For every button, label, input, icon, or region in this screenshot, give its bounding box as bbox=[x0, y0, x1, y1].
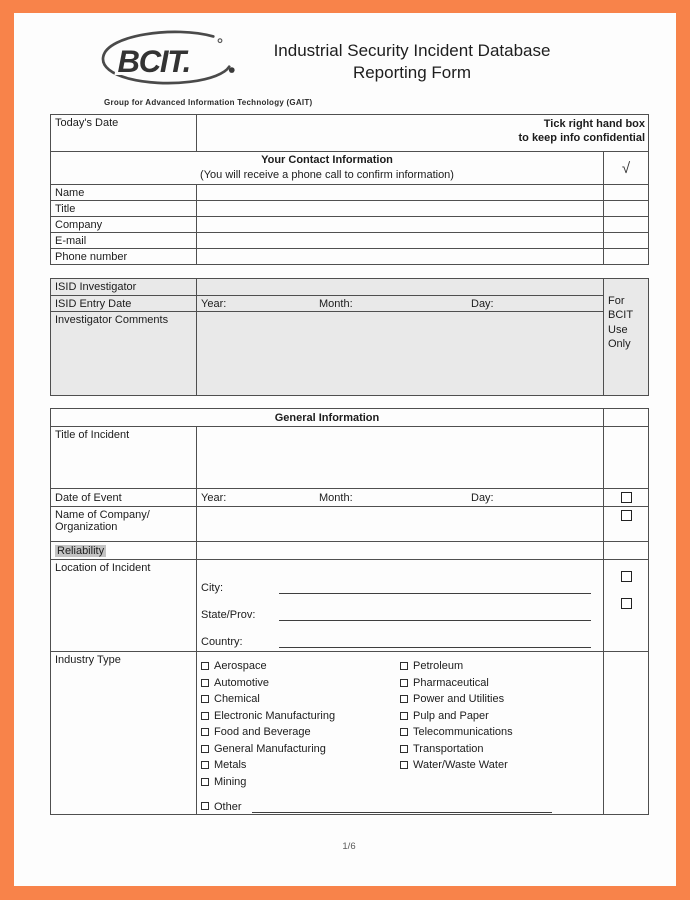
industry-option[interactable] bbox=[201, 724, 400, 741]
checkbox-icon[interactable] bbox=[201, 802, 209, 810]
tick-column-header: √ bbox=[604, 152, 649, 185]
todays-date-field[interactable] bbox=[197, 115, 649, 152]
bcit-logo-text: BCIT. bbox=[117, 43, 191, 79]
date-confidential-checkbox[interactable] bbox=[621, 492, 632, 503]
industry-option[interactable] bbox=[201, 708, 400, 725]
reliability-label: Reliability bbox=[57, 544, 105, 557]
isid-investigator-row bbox=[51, 279, 649, 296]
contact-subheader: (You will receive a phone call to confirm information) bbox=[200, 169, 454, 181]
checkbox-icon bbox=[201, 745, 209, 753]
day-label: Day: bbox=[471, 297, 494, 310]
form-title-line1: Industrial Security Incident Database bbox=[273, 41, 551, 60]
industry-option-label: Aerospace bbox=[214, 660, 267, 673]
use-only-word: Only bbox=[608, 337, 631, 350]
checkbox-icon bbox=[400, 712, 408, 720]
industry-option-label: Pulp and Paper bbox=[413, 709, 489, 722]
company-tick-cell bbox=[604, 507, 649, 542]
industry-option-label: Water/Waste Water bbox=[413, 759, 508, 772]
location-tick-cell bbox=[604, 560, 649, 652]
city-label: City: bbox=[201, 582, 223, 594]
reliability-tick-cell bbox=[604, 542, 649, 560]
checkbox-icon bbox=[201, 778, 209, 786]
industry-option-label: Telecommunications bbox=[413, 726, 513, 739]
email-confidential-tick-cell[interactable] bbox=[604, 233, 649, 249]
industry-option[interactable] bbox=[400, 724, 599, 741]
email-field[interactable] bbox=[197, 233, 604, 249]
company-label-line1: Name of Company/ bbox=[55, 509, 150, 521]
industry-option-label: Petroleum bbox=[413, 660, 464, 673]
year-label: Year: bbox=[201, 491, 227, 504]
company-confidential-tick-cell[interactable] bbox=[604, 217, 649, 233]
company-field[interactable] bbox=[197, 217, 604, 233]
company-label: Company bbox=[51, 217, 197, 233]
title-of-incident-row bbox=[51, 427, 649, 489]
contact-header: Your Contact Information bbox=[261, 154, 393, 167]
location-of-incident-row bbox=[51, 560, 649, 652]
industry-option-label: Metals bbox=[214, 759, 247, 772]
industry-option[interactable] bbox=[201, 691, 400, 708]
logo-subtitle: Group for Advanced Information Technology (GAIT) bbox=[104, 98, 313, 107]
checkbox-icon bbox=[201, 679, 209, 687]
page-header bbox=[14, 13, 676, 114]
contact-row-title bbox=[51, 201, 649, 217]
contact-row-phone bbox=[51, 249, 649, 265]
industry-type-options bbox=[197, 652, 604, 815]
checkbox-icon bbox=[201, 695, 209, 703]
industry-tick-cell bbox=[604, 652, 649, 815]
industry-option-label: Automotive bbox=[214, 676, 270, 689]
industry-option[interactable] bbox=[400, 708, 599, 725]
industry-list-left bbox=[201, 658, 400, 790]
checkbox-icon bbox=[400, 761, 408, 769]
date-of-event-row bbox=[51, 489, 649, 507]
for-bcit-use-only-note bbox=[604, 279, 649, 396]
email-label: E-mail bbox=[51, 233, 197, 249]
industry-option[interactable] bbox=[201, 757, 400, 774]
country-row bbox=[201, 621, 599, 648]
industry-option[interactable] bbox=[201, 741, 400, 758]
company-organization-label bbox=[51, 507, 197, 542]
checkbox-icon bbox=[400, 695, 408, 703]
industry-option[interactable] bbox=[201, 658, 400, 675]
reliability-field[interactable] bbox=[197, 542, 604, 560]
reliability-label-cell bbox=[51, 542, 197, 560]
general-information-table bbox=[50, 408, 649, 815]
state-prov-input-line[interactable] bbox=[279, 607, 591, 621]
country-input-line[interactable] bbox=[279, 634, 591, 648]
industry-option-label: Food and Beverage bbox=[214, 726, 311, 739]
company-organization-row bbox=[51, 507, 649, 542]
checkbox-icon bbox=[400, 679, 408, 687]
other-label: Other bbox=[214, 801, 242, 813]
page-number: 1/6 bbox=[342, 841, 356, 852]
reliability-row bbox=[51, 542, 649, 560]
industry-option-label: Pharmaceutical bbox=[413, 676, 489, 689]
industry-list-right bbox=[400, 658, 599, 790]
todays-date-label: Today's Date bbox=[51, 115, 197, 152]
industry-option[interactable] bbox=[400, 658, 599, 675]
form-title bbox=[212, 40, 612, 85]
general-header-tick-cell bbox=[604, 409, 649, 427]
month-label: Month: bbox=[319, 491, 353, 504]
checkbox-icon bbox=[201, 761, 209, 769]
general-information-header-row bbox=[51, 409, 649, 427]
isid-entry-date-label: ISID Entry Date bbox=[51, 296, 197, 312]
investigator-comments-row bbox=[51, 312, 649, 396]
industry-option[interactable] bbox=[400, 691, 599, 708]
checkbox-icon bbox=[201, 662, 209, 670]
company-organization-field[interactable] bbox=[197, 507, 604, 542]
isid-investigator-field[interactable] bbox=[197, 279, 604, 296]
state-confidential-checkbox[interactable] bbox=[621, 598, 632, 609]
name-label: Name bbox=[51, 185, 197, 201]
isid-entry-date-field[interactable] bbox=[197, 296, 604, 312]
city-row bbox=[201, 567, 599, 594]
contact-header-cell bbox=[51, 152, 604, 185]
company-label-line2: Organization bbox=[55, 521, 118, 533]
checkbox-icon bbox=[201, 712, 209, 720]
country-label: Country: bbox=[201, 636, 243, 648]
title-confidential-tick-cell[interactable] bbox=[604, 201, 649, 217]
company-confidential-checkbox[interactable] bbox=[621, 510, 632, 521]
industry-other-row bbox=[201, 799, 599, 813]
checkbox-icon bbox=[201, 728, 209, 736]
contact-row-email bbox=[51, 233, 649, 249]
phone-confidential-tick-cell[interactable] bbox=[604, 249, 649, 265]
location-of-incident-label: Location of Incident bbox=[51, 560, 197, 652]
date-of-event-label: Date of Event bbox=[51, 489, 197, 507]
title-of-incident-label: Title of Incident bbox=[51, 427, 197, 489]
industry-option-label: General Manufacturing bbox=[214, 742, 326, 755]
industry-option-label: Transportation bbox=[413, 742, 484, 755]
phone-label: Phone number bbox=[51, 249, 197, 265]
industry-option-label: Mining bbox=[214, 775, 247, 788]
title-of-incident-field[interactable] bbox=[197, 427, 604, 489]
isid-entry-date-row bbox=[51, 296, 649, 312]
todays-date-row bbox=[51, 115, 649, 152]
industry-option-label: Chemical bbox=[214, 693, 260, 706]
industry-type-label: Industry Type bbox=[51, 652, 197, 815]
bcit-use-only-table bbox=[50, 278, 649, 396]
industry-option[interactable] bbox=[400, 675, 599, 692]
investigator-comments-field[interactable] bbox=[197, 312, 604, 396]
contact-header-row bbox=[51, 152, 649, 185]
phone-field[interactable] bbox=[197, 249, 604, 265]
city-confidential-checkbox[interactable] bbox=[621, 571, 632, 582]
industry-type-row bbox=[51, 652, 649, 815]
investigator-comments-label: Investigator Comments bbox=[51, 312, 197, 396]
form-page bbox=[14, 13, 676, 886]
date-of-event-field[interactable] bbox=[197, 489, 604, 507]
confidential-note-line2: to keep info confidential bbox=[518, 132, 646, 145]
industry-option-label: Power and Utilities bbox=[413, 693, 505, 706]
other-input-line[interactable] bbox=[252, 799, 552, 813]
name-field[interactable] bbox=[197, 185, 604, 201]
name-confidential-tick-cell[interactable] bbox=[604, 185, 649, 201]
city-input-line[interactable] bbox=[279, 580, 591, 594]
form-title-line2: Reporting Form bbox=[352, 63, 472, 83]
industry-option[interactable] bbox=[400, 757, 599, 774]
checkbox-icon bbox=[400, 745, 408, 753]
use-only-word: BCIT bbox=[608, 309, 634, 322]
contact-info-table bbox=[50, 114, 649, 265]
industry-option[interactable] bbox=[201, 774, 400, 791]
isid-investigator-label: ISID Investigator bbox=[51, 279, 197, 296]
contact-row-name bbox=[51, 185, 649, 201]
title-of-incident-tick-cell[interactable] bbox=[604, 427, 649, 489]
date-of-event-tick-cell bbox=[604, 489, 649, 507]
use-only-word: Use bbox=[608, 323, 628, 336]
confidential-note-line1: Tick right hand box bbox=[543, 118, 646, 130]
title-label: Title bbox=[51, 201, 197, 217]
location-fields bbox=[197, 560, 604, 652]
title-field[interactable] bbox=[197, 201, 604, 217]
industry-option-label: Electronic Manufacturing bbox=[214, 709, 336, 722]
contact-row-company bbox=[51, 217, 649, 233]
form-body bbox=[50, 114, 650, 852]
industry-option[interactable] bbox=[201, 675, 400, 692]
state-prov-label: State/Prov: bbox=[201, 609, 256, 621]
checkbox-icon bbox=[400, 728, 408, 736]
day-label: Day: bbox=[471, 491, 494, 504]
year-label: Year: bbox=[201, 297, 227, 310]
checkbox-icon bbox=[400, 662, 408, 670]
month-label: Month: bbox=[319, 297, 353, 310]
industry-option[interactable] bbox=[400, 741, 599, 758]
state-prov-row bbox=[201, 594, 599, 621]
general-information-header: General Information bbox=[51, 409, 604, 427]
use-only-word: For bbox=[608, 295, 625, 307]
